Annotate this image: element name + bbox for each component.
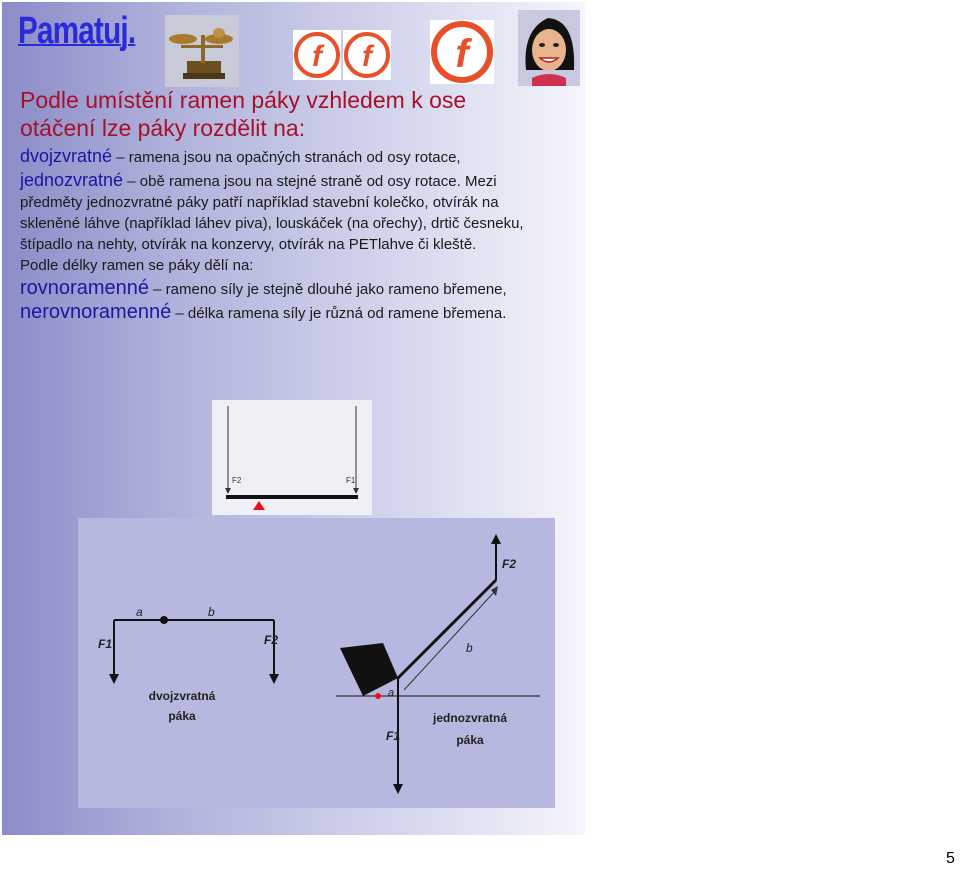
page-number: 5 — [946, 850, 955, 867]
item-text: – rameno síly je stejně dlouhé jako rameno břemene, — [148, 281, 507, 298]
item-text: – ramena jsou na opačných stranách od osy rotace, — [112, 149, 461, 166]
list-item — [20, 170, 540, 255]
svg-text:f: f — [312, 40, 322, 73]
scales-icon — [165, 15, 239, 87]
term-rovnoramenne: rovnoramenné — [20, 277, 149, 299]
right-caption-line2: páka — [456, 733, 484, 747]
force-f1-label: F1 — [98, 637, 113, 651]
list-item — [20, 278, 540, 300]
lever-types-diagram — [78, 518, 555, 808]
section-heading: Podle umístění ramen páky vzhledem k ose otáčení lze páky rozdělit na: — [20, 87, 467, 141]
left-caption-line2: páka — [168, 709, 196, 723]
arm-b-label-right: b — [466, 641, 473, 655]
text-block — [20, 86, 540, 324]
force-f2-label: F2 — [232, 476, 242, 485]
force-f1-label: F1 — [346, 476, 356, 485]
page-title: Pamatuj. — [18, 10, 136, 52]
force-f2-label: F2 — [264, 633, 279, 647]
item-text: – obě ramena jsou na stejné straně od osy rotace. Mezi předměty jednozvratné páky patří například stavební kolečko, otvírák na skleněné láhve (například láhev piva), louskáček (na ořechy), drtič česneku, štípadlo na nehty, otvírák na konzervy, otvírák na PETlahve či kleště. — [20, 173, 524, 253]
item-text: – délka ramena síly je různá od ramene břemena. — [171, 305, 507, 322]
arm-b-label: b — [208, 605, 215, 619]
list-item — [20, 302, 540, 324]
term-jednozvratne: jednozvratné — [20, 170, 124, 190]
force-f1-right-label: F1 — [386, 729, 401, 743]
arm-a-label: a — [136, 605, 143, 619]
force-f2-right-label: F2 — [502, 557, 517, 571]
left-caption-line1: dvojzvratná — [148, 689, 216, 703]
f-logo-large-icon — [430, 20, 494, 84]
right-caption-line1: jednozvratná — [432, 711, 508, 725]
woman-face-icon — [518, 10, 580, 86]
svg-text:f: f — [455, 32, 469, 76]
lever-bar — [226, 495, 358, 499]
f-logo-icon — [293, 30, 341, 80]
svg-text:f: f — [362, 40, 372, 73]
equal-arm-lever-diagram — [212, 400, 372, 515]
term-dvojzvratne: dvojzvratné — [20, 146, 113, 166]
f-logo-icon — [343, 30, 391, 80]
term-nerovnoramenne: nerovnoramenné — [20, 301, 172, 323]
arm-a-label-right: a — [388, 687, 395, 699]
list-item — [20, 146, 540, 168]
length-heading: Podle délky ramen se páky dělí na: — [20, 257, 254, 274]
